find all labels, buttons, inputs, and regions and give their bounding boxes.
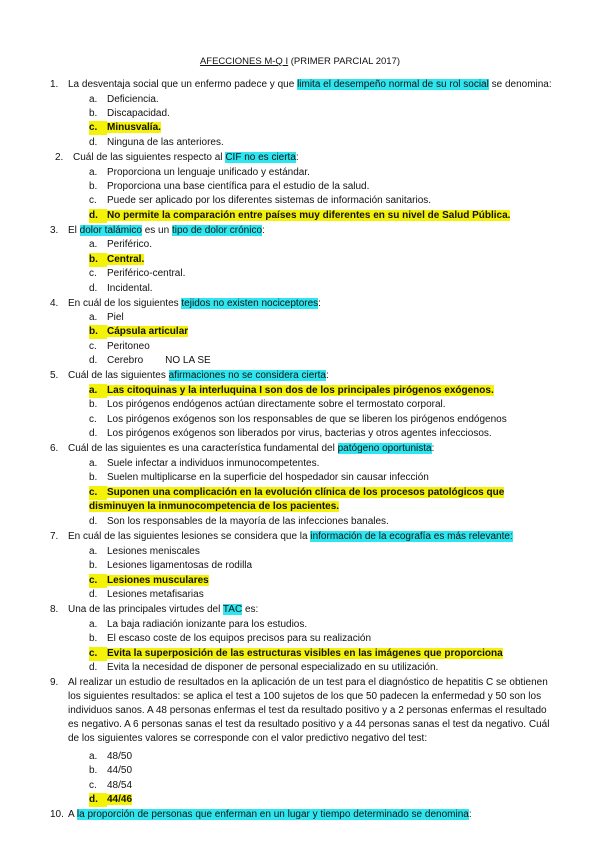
question-1: [50, 78, 570, 92]
option-8d: [89, 661, 438, 675]
question-text: El: [68, 225, 80, 236]
option-text: Minusvalía.: [107, 122, 161, 133]
option-letter: c.: [89, 780, 97, 791]
option-text: 48/54: [107, 780, 133, 791]
option-letter: b.: [89, 108, 98, 119]
option-6c-answer: [89, 486, 559, 514]
question-number: 4.: [50, 298, 59, 309]
question-number: 7.: [50, 531, 59, 542]
option-letter: d.: [89, 793, 107, 807]
option-letter: b.: [89, 325, 107, 339]
question-text: :: [468, 809, 472, 820]
question-2: [55, 151, 575, 165]
question-number: 5.: [50, 370, 59, 381]
question-text: Cuál de las siguientes respecto al: [73, 152, 226, 163]
handnote: NO LA SE: [165, 355, 211, 366]
option-9a: [89, 750, 132, 764]
option-7c-answer: [89, 574, 209, 588]
option-text: Proporciona una base científica para el estudio de la salud.: [107, 181, 370, 192]
option-1d: [89, 136, 224, 150]
option-text: Lesiones meniscales: [107, 546, 200, 557]
question-text: se denomina:: [488, 79, 552, 90]
option-text: Discapacidad.: [107, 108, 170, 119]
option-letter: d.: [89, 137, 98, 148]
question-6: [50, 442, 570, 456]
highlight-cyan: limita el desempeño normal de su rol social: [297, 79, 489, 90]
option-7b: [89, 559, 252, 573]
question-text: A: [68, 809, 77, 820]
option-4c: [89, 340, 150, 354]
question-text: es un: [141, 225, 172, 236]
option-7a: [89, 545, 200, 559]
option-text: Periférico-central.: [107, 268, 186, 279]
option-letter: c.: [89, 414, 97, 425]
option-letter: a.: [89, 312, 98, 323]
question-4: [50, 297, 570, 311]
question-number: 9.: [50, 677, 59, 688]
option-5c: [89, 413, 507, 427]
option-letter: a.: [89, 239, 98, 250]
question-9: [50, 676, 555, 746]
question-number: 8.: [50, 604, 59, 615]
title-underlined: AFECCIONES M-Q I: [199, 56, 289, 67]
option-letter: b.: [89, 399, 98, 410]
option-letter: a.: [89, 384, 107, 398]
option-text: Lesiones metafisarias: [107, 589, 204, 600]
option-text: Las citoquinas y la interluquina I son dos de los principales pirógenos exógenos.: [107, 385, 494, 396]
option-letter: a.: [89, 751, 98, 762]
option-letter: d.: [89, 516, 98, 527]
option-2d-answer: [89, 209, 510, 223]
option-text: Lesiones ligamentosas de rodilla: [107, 560, 253, 571]
option-letter: a.: [89, 458, 98, 469]
option-letter: c.: [89, 121, 107, 135]
option-9c: [89, 779, 132, 793]
option-letter: a.: [89, 167, 98, 178]
option-text: Deficiencia.: [107, 94, 159, 105]
highlight-cyan: dolor talámico: [79, 225, 142, 236]
question-text: En cuál de las siguientes lesiones se considera que la: [68, 531, 311, 542]
option-letter: c.: [89, 341, 97, 352]
option-2a: [89, 166, 310, 180]
question-text: Al realizar un estudio de resultados en la aplicación de un test para el diagnóstico de hepatitis C se obtienen los siguientes resultados: se aplica el test a 100 sujetos de los que 50 padecen la enfermedad y 50 son los individuos sanos. A 48 personas enfermas el test da resultado positivo y a 2 personas enfermas el resultado es negativo. A 6 personas sanas el test da resultado positivo y a 44 personas sanas el test da negativo. Cuál de los siguientes valores se corresponde con el valor predictivo negativo del test:: [68, 677, 550, 744]
option-8b: [89, 632, 371, 646]
option-letter: b.: [89, 253, 107, 267]
question-text: Una de las principales virtudes del: [68, 604, 223, 615]
option-text: Ninguna de las anteriores.: [107, 137, 224, 148]
option-letter: b.: [89, 472, 98, 483]
option-text: Lesiones musculares: [107, 575, 209, 586]
option-text: Evita la necesidad de disponer de personal especializado en su utilización.: [107, 662, 439, 673]
question-8: [50, 603, 570, 617]
option-2c: [89, 194, 431, 208]
option-letter: c.: [89, 574, 107, 588]
highlight-cyan: patógeno oportunista: [337, 443, 432, 454]
option-text: La baja radiación ionizante para los estudios.: [107, 619, 308, 630]
question-text: es:: [242, 604, 259, 615]
option-letter: d.: [89, 355, 98, 366]
option-text: Central.: [107, 254, 145, 265]
question-text: La desventaja social que un enfermo padece y que: [68, 79, 298, 90]
option-letter: d.: [89, 428, 98, 439]
highlight-cyan: CIF no es cierta: [225, 152, 296, 163]
option-text: 44/46: [107, 794, 133, 805]
option-9b: [89, 764, 132, 778]
option-text: Evita la superposición de las estructuras visibles en las imágenes que proporciona: [107, 648, 503, 659]
highlight-cyan: la proporción de personas que enferman en un lugar y tiempo determinado se denomina: [76, 809, 469, 820]
option-text: Puede ser aplicado por los diferentes sistemas de información sanitarios.: [107, 195, 432, 206]
option-3a: [89, 238, 152, 252]
question-number: 6.: [50, 443, 59, 454]
option-6a: [89, 457, 319, 471]
option-1c-answer: [89, 121, 161, 135]
highlight-cyan: TAC: [222, 604, 243, 615]
option-text: Suponen una complicación en la evolución clínica de los procesos patológicos que disminuyen la inmunocompetencia de los pacientes.: [89, 487, 505, 512]
option-text: Cerebro: [107, 355, 144, 366]
option-text: 48/50: [107, 751, 133, 762]
highlight-cyan: información de la ecografía es más relevante:: [310, 531, 513, 542]
question-text: Cuál de las siguientes: [68, 370, 169, 381]
option-1b: [89, 107, 170, 121]
option-text: Periférico.: [107, 239, 153, 250]
option-letter: c.: [89, 195, 97, 206]
question-number: 10.: [50, 809, 64, 820]
question-text: :: [295, 152, 299, 163]
option-letter: c.: [89, 486, 107, 500]
option-letter: d.: [89, 662, 98, 673]
highlight-cyan: tipo de dolor crónico: [171, 225, 263, 236]
option-text: El escaso coste de los equipos precisos para su realización: [107, 633, 372, 644]
option-3c: [89, 267, 185, 281]
option-letter: d.: [89, 209, 107, 223]
option-5b: [89, 398, 446, 412]
question-10: [50, 808, 570, 822]
title-rest: (PRIMER PARCIAL 2017): [288, 56, 401, 67]
option-9d-answer: [89, 793, 132, 807]
option-4d: [89, 354, 211, 368]
option-letter: a.: [89, 546, 98, 557]
question-number: 2.: [55, 152, 64, 163]
highlight-cyan: tejidos no existen nociceptores: [181, 298, 319, 309]
option-8a: [89, 618, 307, 632]
option-text: No permite la comparación entre países muy diferentes en su nivel de Salud Pública.: [107, 210, 511, 221]
option-3d: [89, 282, 153, 296]
option-letter: c.: [89, 268, 97, 279]
question-text: :: [325, 370, 329, 381]
option-6d: [89, 515, 389, 529]
option-text: Suelen multiplicarse en la superficie del hospedador sin causar infección: [107, 472, 429, 483]
option-letter: d.: [89, 283, 98, 294]
option-text: Son los responsables de la mayoría de las infecciones banales.: [107, 516, 389, 527]
option-1a: [89, 93, 159, 107]
option-6b: [89, 471, 429, 485]
question-7: [50, 530, 570, 544]
option-7d: [89, 588, 204, 602]
option-5a-answer: [89, 384, 494, 398]
question-number: 1.: [50, 79, 59, 90]
option-text: Los pirógenos exógenos son los responsables de que se liberen los pirógenos endógenos: [107, 414, 507, 425]
option-2b: [89, 180, 369, 194]
question-text: :: [262, 225, 265, 236]
option-4b-answer: [89, 325, 188, 339]
option-text: Los pirógenos endógenos actúan directamente sobre el termostato corporal.: [107, 399, 446, 410]
option-5d: [89, 427, 492, 441]
option-letter: a.: [89, 94, 98, 105]
option-letter: a.: [89, 619, 98, 630]
option-3b-answer: [89, 253, 144, 267]
question-text: Cuál de las siguientes es una característica fundamental del: [68, 443, 338, 454]
question-text: :: [431, 443, 435, 454]
page-title: [0, 56, 600, 67]
question-number: 3.: [50, 225, 59, 236]
option-text: Proporciona un lenguaje unificado y estándar.: [107, 167, 310, 178]
option-4a: [89, 311, 124, 325]
option-text: 44/50: [107, 765, 133, 776]
question-text: :: [318, 298, 321, 309]
option-letter: d.: [89, 589, 98, 600]
option-letter: b.: [89, 633, 98, 644]
question-text: En cuál de los siguientes: [68, 298, 182, 309]
option-text: Incidental.: [107, 283, 153, 294]
question-3: [50, 224, 570, 238]
option-letter: b.: [89, 765, 98, 776]
option-text: Piel: [107, 312, 124, 323]
option-letter: b.: [89, 560, 98, 571]
option-8c-answer: [89, 647, 503, 661]
option-text: Suele infectar a individuos inmunocompetentes.: [107, 458, 320, 469]
option-letter: b.: [89, 181, 98, 192]
option-text: Los pirógenos exógenos son liberados por virus, bacterias y otros agentes infecciosos.: [107, 428, 492, 439]
option-text: Peritoneo: [107, 341, 150, 352]
question-5: [50, 369, 570, 383]
option-letter: c.: [89, 647, 107, 661]
highlight-cyan: afirmaciones no se considera cierta: [168, 370, 326, 381]
option-text: Cápsula articular: [107, 326, 189, 337]
